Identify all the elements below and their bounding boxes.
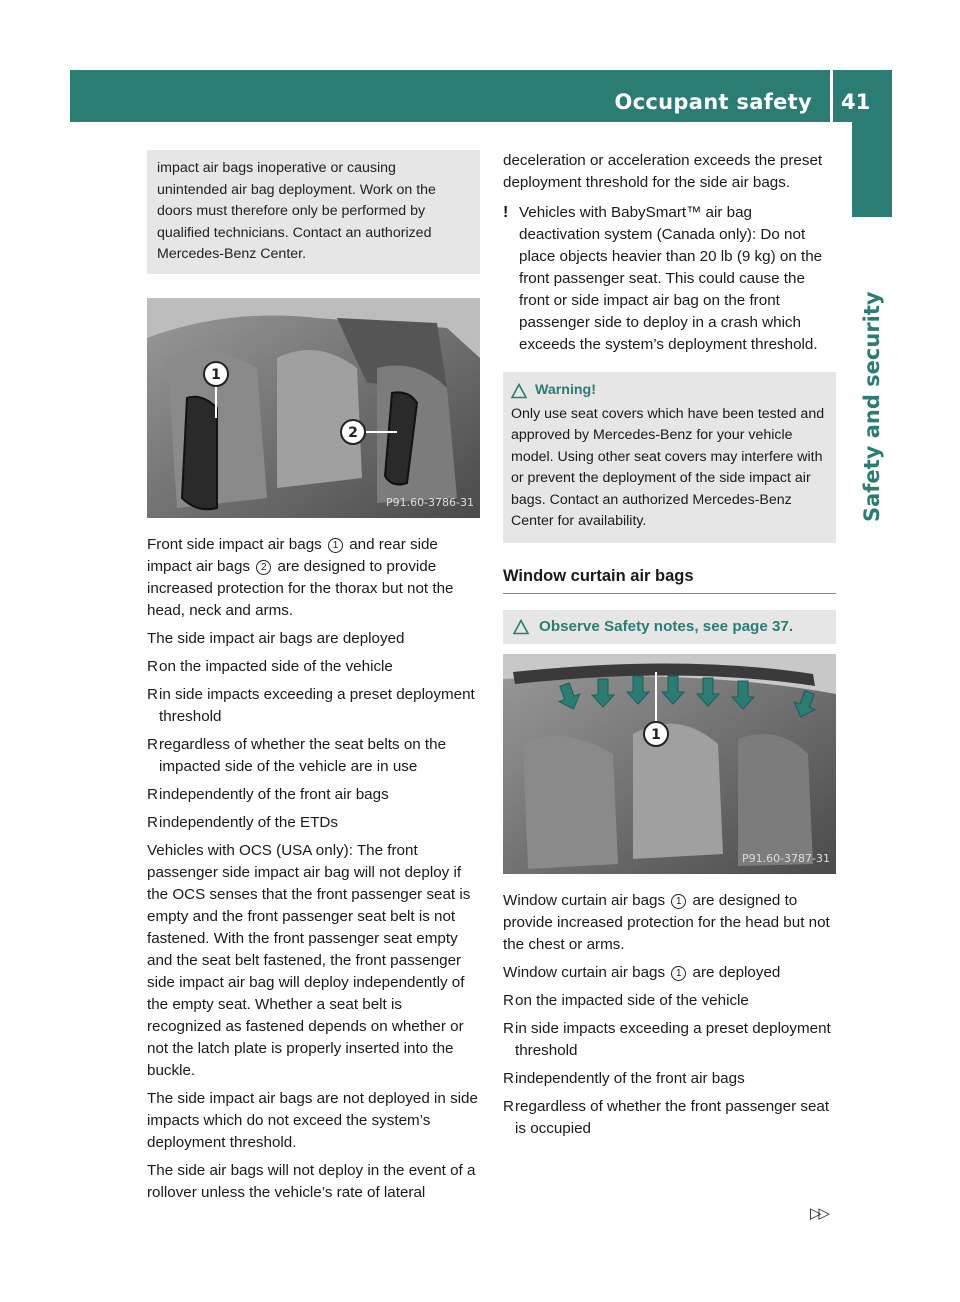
- side-tab-marker: [852, 122, 892, 217]
- side-airbag-illustration: [147, 298, 480, 518]
- list-item: [147, 734, 480, 778]
- curtain-para1-part-b: are designed to provide increased protection for the head but not the chest or arms.: [503, 891, 830, 953]
- safety-notes-reference: [503, 610, 836, 644]
- babysmart-notice: [503, 202, 836, 356]
- para1-part-a: Front side impact air bags: [147, 535, 322, 553]
- warning-text: Only use seat covers which have been tested and approved by Mercedes-Benz for your vehicle model. Using other seat covers may interfere with or prevent the deployment of the side impact air bags. Contact an authorized Mercedes-Benz Center for availability.: [511, 405, 825, 529]
- callout-2-symbol: 2: [256, 560, 271, 575]
- left-column: [147, 150, 480, 1210]
- list-item: [503, 990, 836, 1012]
- list-item: [147, 656, 480, 678]
- bullet-mark: R: [147, 657, 158, 675]
- callout-1-symbol: 1: [671, 966, 686, 981]
- list-item: [147, 812, 480, 834]
- list-item-text: independently of the front air bags: [515, 1069, 745, 1087]
- ocs-paragraph: Vehicles with OCS (USA only): The front passenger side impact air bag will not deploy if the OCS senses that the front passenger seat is empty and the front passenger seat belt is not fastened. With the front passenger seat empty and the seat belt fastened, the front passenger side impact air bag will deploy independently of the empty seat. Whether a seat belt is recognized as fastened depends on whether or not the latch plate is properly inserted into the buckle.: [147, 841, 471, 1079]
- para1-part-b: and rear side impact air bags: [147, 535, 438, 575]
- header-bar: [70, 70, 892, 122]
- warning-triangle-icon: [511, 383, 527, 399]
- section-side-label: [852, 230, 892, 530]
- list-item: [147, 684, 480, 728]
- deployment-conditions-list: [147, 656, 480, 834]
- callout-1-symbol: 1: [328, 538, 343, 553]
- curtain-para2-part-b: are deployed: [692, 963, 781, 981]
- page-number: 41: [841, 90, 871, 114]
- warning-heading: [511, 380, 828, 402]
- bullet-mark: R: [147, 735, 158, 753]
- callout-1-symbol: 1: [671, 894, 686, 909]
- notice-text: Vehicles with BabySmart™ air bag deactivation system (Canada only): Do not place objects heavier than 20 lb (9 kg) on the front passenger seat. This could cause the front or side impact air bag on the front passenger side to deploy in a crash which exceeds the system’s deployment threshold.: [519, 204, 823, 353]
- figure1-callout-1: 1: [211, 366, 221, 383]
- figure2-code: P91.60-3787-31: [741, 851, 830, 865]
- list-item-text: regardless of whether the seat belts on the impacted side of the vehicle are in use: [159, 735, 447, 775]
- list-item: [147, 784, 480, 806]
- header-divider: [830, 70, 833, 122]
- list-item: [503, 1068, 836, 1090]
- side-label-text: Safety and security: [860, 291, 884, 522]
- curtain-para1-part-a: Window curtain air bags: [503, 891, 666, 909]
- bullet-mark: R: [503, 1097, 514, 1115]
- chapter-title: Occupant safety: [614, 90, 812, 114]
- bullet-mark: R: [503, 1019, 514, 1037]
- curtain-deployment-list: [503, 990, 836, 1140]
- curtain-airbag-description: [503, 890, 836, 956]
- curtain-airbag-figure: [503, 654, 836, 874]
- bullet-mark: R: [147, 785, 158, 803]
- rollover-paragraph: The side air bags will not deploy in the event of a rollover unless the vehicle’s rate of lateral: [147, 1161, 476, 1201]
- deployed-intro: The side impact air bags are deployed: [147, 629, 405, 647]
- curtain-deployed-intro: [503, 962, 836, 984]
- list-item-text: in side impacts exceeding a preset deployment threshold: [515, 1019, 831, 1059]
- bullet-mark: R: [503, 991, 514, 1009]
- curtain-para2-part-a: Window curtain air bags: [503, 963, 666, 981]
- list-item-text: on the impacted side of the vehicle: [515, 991, 749, 1009]
- curtain-airbag-illustration: [503, 654, 836, 874]
- seat-cover-warning-box: [503, 372, 836, 543]
- side-airbag-description: [147, 534, 480, 622]
- para1-part-c: are designed to provide increased protection for the thorax but not the head, neck and arms.: [147, 557, 454, 619]
- warning-triangle-icon: [513, 619, 529, 635]
- list-item: [503, 1096, 836, 1140]
- bullet-mark: R: [503, 1069, 514, 1087]
- observe-text: Observe Safety notes, see page 37.: [539, 617, 794, 635]
- section-heading: Window curtain air bags: [503, 565, 836, 594]
- figure2-callout-1: 1: [651, 726, 661, 743]
- continued-warning-box: impact air bags inoperative or causing unintended air bag deployment. Work on the doors must therefore only be performed by qualified technicians. Contact an authorized Mercedes-Benz Center.: [147, 150, 480, 274]
- side-airbag-figure: [147, 298, 480, 518]
- threshold-paragraph: The side impact air bags are not deployed in side impacts which do not exceed the system’s deployment threshold.: [147, 1089, 478, 1151]
- warning-title: Warning!: [535, 382, 596, 398]
- list-item-text: regardless of whether the front passenger seat is occupied: [515, 1097, 830, 1137]
- figure1-callout-2: 2: [348, 424, 358, 441]
- list-item: [503, 1018, 836, 1062]
- continued-paragraph: deceleration or acceleration exceeds the preset deployment threshold for the side air bags.: [503, 152, 823, 191]
- bullet-mark: R: [147, 685, 158, 703]
- list-item-text: on the impacted side of the vehicle: [159, 657, 393, 675]
- figure1-code: P91.60-3786-31: [385, 495, 474, 509]
- list-item-text: in side impacts exceeding a preset deployment threshold: [159, 685, 475, 725]
- bullet-mark: R: [147, 813, 158, 831]
- right-column: [503, 150, 836, 1146]
- list-item-text: independently of the front air bags: [159, 785, 389, 803]
- continue-arrows-icon: ▷▷: [810, 1205, 828, 1222]
- list-item-text: independently of the ETDs: [159, 813, 338, 831]
- exclamation-icon: !: [503, 204, 509, 221]
